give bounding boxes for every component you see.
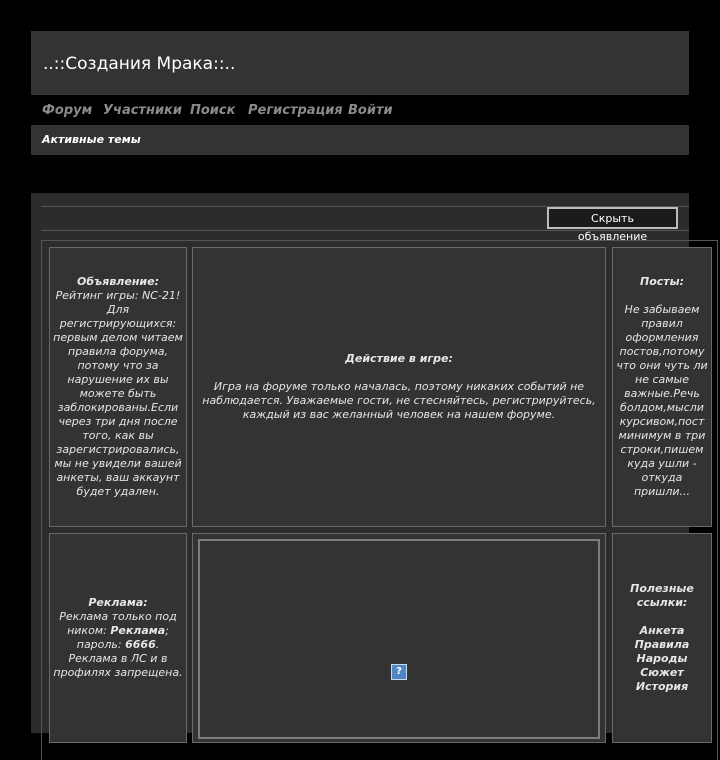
site-title[interactable]: ..::Создания Мрака::.. bbox=[43, 54, 236, 74]
hide-announcement-button[interactable]: Скрыть объявление bbox=[547, 207, 678, 229]
ads-period: . bbox=[155, 638, 160, 651]
posts-title: Посты: bbox=[639, 275, 684, 288]
announcement-board bbox=[31, 193, 708, 733]
game-action-cell bbox=[192, 247, 606, 527]
banner-image-frame bbox=[198, 539, 600, 739]
ads-separator: ; bbox=[165, 624, 169, 637]
link-plot[interactable]: Сюжет bbox=[640, 666, 684, 679]
main-nav bbox=[31, 101, 689, 121]
ads-line: Реклама только под никoм: bbox=[59, 610, 177, 637]
posts-text: Не забываем правил оформления постов,потому что они чуть ли не самые важные.Речь болдом,мысли курсивом,пост минимум в три строки,пишем куда ушли - откуда пришли... bbox=[616, 303, 708, 498]
announcement-text: Рейтинг игры: NC-21! Для регистрирующихся: первым делом читаем правила форума, потому что за нарушение их вы можете быть заблокированы.Если через три дня после того, как вы зарегистрировались, мы не увидели вашей анкеты, ваш аккаунт будет удален. bbox=[53, 289, 183, 498]
nav-forum[interactable]: Форум bbox=[42, 103, 93, 118]
useful-links-title: Полезные ссылки: bbox=[630, 582, 694, 609]
site-header bbox=[31, 31, 689, 95]
link-history[interactable]: История bbox=[635, 680, 689, 693]
ads-rule: Реклама в ЛС и в профилях запрещена. bbox=[53, 652, 183, 679]
active-topics-bar bbox=[31, 125, 689, 155]
nav-register[interactable]: Регистрация bbox=[248, 103, 343, 118]
ads-text bbox=[50, 610, 186, 680]
ads-title: Реклама: bbox=[88, 596, 148, 609]
game-action-text: Игра на форуме только началась, поэтому никаких событий не наблюдается. Уважаемые гости, не стесняйтесь, регистрируйтесь, каждый из вас желанный человек на нашем форуме. bbox=[202, 380, 596, 421]
nav-login[interactable]: Войти bbox=[348, 103, 393, 118]
ads-cell bbox=[49, 533, 187, 743]
posts-cell bbox=[612, 247, 712, 527]
link-races[interactable]: Народы bbox=[636, 652, 688, 665]
link-rules[interactable]: Правила bbox=[634, 638, 690, 651]
nav-members[interactable]: Участники bbox=[103, 103, 182, 118]
link-anketa[interactable]: Анкета bbox=[639, 624, 685, 637]
useful-links-cell bbox=[612, 533, 712, 743]
ads-password: 6666 bbox=[125, 638, 156, 651]
active-topics-link[interactable]: Активные темы bbox=[42, 133, 141, 146]
announcement-title: Объявление: bbox=[76, 275, 159, 288]
announcement-cell bbox=[49, 247, 187, 527]
ads-password-label: пароль: bbox=[76, 638, 122, 651]
broken-image-icon[interactable]: ? bbox=[391, 664, 407, 680]
game-action-title: Действие в игре: bbox=[345, 352, 453, 365]
nav-search[interactable]: Поиск bbox=[190, 103, 236, 118]
ads-nick: Реклама bbox=[110, 624, 166, 637]
